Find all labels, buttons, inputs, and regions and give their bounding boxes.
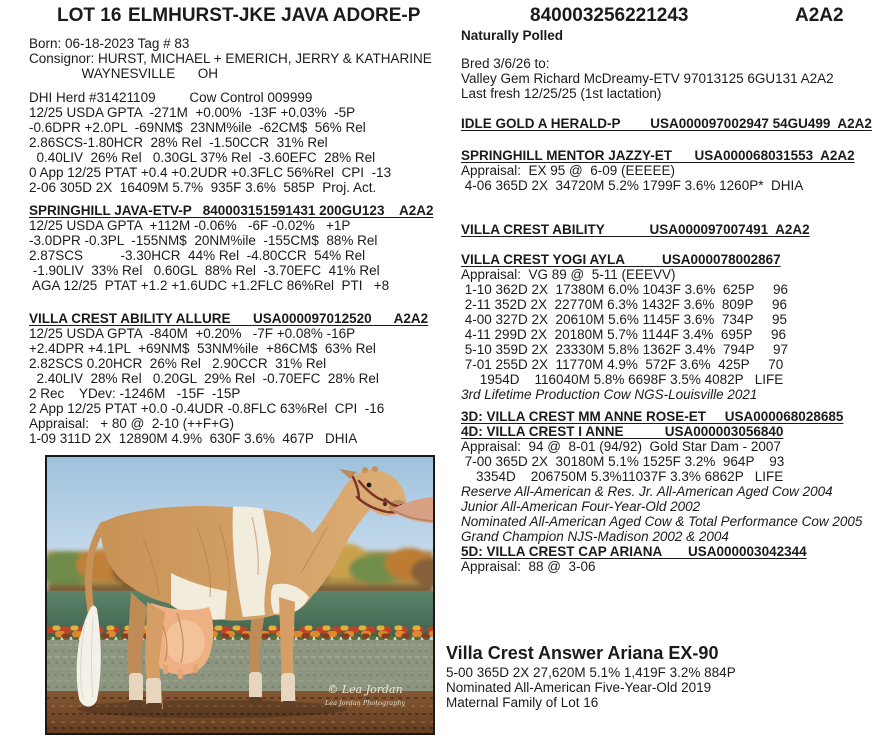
text-line: -3.0DPR -0.3PL -155NM$ 20NM%ile -155CM$ 88% Rel bbox=[29, 233, 378, 248]
text-line: Appraisal: + 80 @ 2-10 (++F+G) bbox=[29, 416, 235, 431]
text-line: 2-11 352D 2X 22770M 6.3% 1432F 3.6% 809P 96 bbox=[461, 297, 787, 312]
caption-lines bbox=[446, 665, 876, 710]
lot-number: LOT 16 bbox=[57, 5, 122, 26]
text-line: 2.82SCS 0.20HCR 26% Rel 2.90CCR 31% Rel bbox=[29, 356, 327, 371]
fifth-dam-heading: 5D: VILLA CREST CAP ARIANA USA000003042344 bbox=[461, 544, 807, 559]
beta-casein-genotype: A2A2 bbox=[795, 5, 844, 26]
svg-text:© Lea Jordan: © Lea Jordan bbox=[327, 683, 403, 696]
consignor-location: WAYNESVILLE OH bbox=[29, 66, 219, 81]
cow-photo bbox=[45, 455, 435, 735]
fourth-dam-heading: 4D: VILLA CREST I ANNE USA000003056840 bbox=[461, 424, 784, 439]
text-line: 4-06 365D 2X 34720M 5.2% 1799F 3.6% 1260P* DHIA bbox=[461, 178, 804, 193]
dam-dam-heading: VILLA CREST YOGI AYLA USA000078002867 bbox=[461, 252, 781, 267]
grandsire-heading: IDLE GOLD A HERALD-P USA000097002947 54GU499 A2A2 bbox=[461, 116, 872, 131]
text-line: 1-09 311D 2X 12890M 4.9% 630F 3.6% 467P DHIA bbox=[29, 431, 358, 446]
text-line: 12/25 USDA GPTA -271M +0.00% -13F +0.03% -5P bbox=[29, 105, 356, 120]
text-line: 2 Rec YDev: -1246M -15F -15P bbox=[29, 386, 241, 401]
text-line: DHI Herd #31421109 Cow Control 009999 bbox=[29, 90, 313, 105]
text-line: 1-10 362D 2X 17380M 6.0% 1043F 3.6% 625P 96 bbox=[461, 282, 788, 297]
text-line: Nominated All-American Five-Year-Old 2019 bbox=[446, 680, 712, 695]
dam-dam-award-note bbox=[461, 387, 877, 402]
text-line: +2.4DPR +4.1PL +69NM$ 53NM%ile +86CM$ 63% Rel bbox=[29, 341, 376, 356]
text-line: 2.86SCS-1.80HCR 28% Rel -1.50CCR 31% Rel bbox=[29, 135, 328, 150]
registration-number: 840003256221243 bbox=[530, 5, 689, 26]
text-line: 2-06 305D 2X 16409M 5.7% 935F 3.6% 585P Proj. Act. bbox=[29, 180, 377, 195]
fifth-dam-appraisal: Appraisal: 88 @ 3-06 bbox=[461, 559, 596, 574]
cow-eye bbox=[367, 483, 372, 488]
text-line: 1954D 116040M 5.8% 6698F 3.5% 4082P LIFE bbox=[461, 372, 784, 387]
fourth-dam-awards bbox=[461, 484, 877, 544]
text-line: -1.90LIV 33% Rel 0.60GL 88% Rel -3.70EFC 41% Rel bbox=[29, 263, 380, 278]
text-line: 2 App 12/25 PTAT +0.0 -0.4UDR -0.8FLC 63%Rel CPI -16 bbox=[29, 401, 385, 416]
text-line: -0.6DPR +2.0PL -69NM$ 23NM%ile -62CM$ 56% Rel bbox=[29, 120, 366, 135]
text-line: Appraisal: VG 89 @ 5-11 (EEEVV) bbox=[461, 267, 676, 282]
text-line: Last fresh 12/25/25 (1st lactation) bbox=[461, 86, 662, 101]
text-line: 0.40LIV 26% Rel 0.30GL 37% Rel -3.60EFC 28% Rel bbox=[29, 150, 376, 165]
text-line: 3rd Lifetime Production Cow NGS-Louisville 2021 bbox=[461, 387, 758, 402]
breeding-block bbox=[461, 56, 877, 101]
svg-text:Lea Jordan Photography: Lea Jordan Photography bbox=[324, 699, 406, 707]
left-column bbox=[29, 36, 459, 446]
text-line: Valley Gem Richard McDreamy-ETV 97013125 6GU131 A2A2 bbox=[461, 71, 834, 86]
sire-heading: SPRINGHILL JAVA-ETV-P 840003151591431 200GU123 A2A2 bbox=[29, 203, 434, 218]
text-line: AGA 12/25 PTAT +1.2 +1.6UDC +1.2FLC 86%Rel PTI +8 bbox=[29, 278, 390, 293]
text-line: 12/25 USDA GPTA +112M -0.06% -6F -0.02% +1P bbox=[29, 218, 351, 233]
text-line: 2.40LIV 28% Rel 0.20GL 29% Rel -0.70EFC 28% Rel bbox=[29, 371, 379, 386]
photographer-signature bbox=[324, 683, 406, 707]
text-line: Junior All-American Four-Year-Old 2002 bbox=[461, 499, 701, 514]
text-line: Bred 3/6/26 to: bbox=[461, 56, 550, 71]
text-line: 4-00 327D 2X 20610M 5.6% 1145F 3.6% 734P 95 bbox=[461, 312, 787, 327]
text-line: 7-01 255D 2X 11770M 4.9% 572F 3.6% 425P 70 bbox=[461, 357, 784, 372]
sire-block bbox=[29, 218, 459, 293]
dam-dam-lactation-table bbox=[461, 267, 877, 387]
born-line: Born: 06-18-2023 Tag # 83 bbox=[29, 36, 190, 51]
text-line: 4-11 299D 2X 20180M 5.7% 1144F 3.4% 695P 96 bbox=[461, 327, 786, 342]
cow-shadow bbox=[77, 700, 347, 718]
text-line: Maternal Family of Lot 16 bbox=[446, 695, 599, 710]
text-line: Grand Champion NJS-Madison 2002 & 2004 bbox=[461, 529, 729, 544]
animal-name: ELMHURST-JKE JAVA ADORE-P bbox=[128, 5, 421, 26]
right-column bbox=[461, 28, 877, 574]
naturally-polled-label: Naturally Polled bbox=[461, 28, 564, 43]
text-line: Appraisal: EX 95 @ 6-09 (EEEEE) bbox=[461, 163, 676, 178]
caption-title: Villa Crest Answer Ariana EX-90 bbox=[446, 643, 719, 663]
photo-caption bbox=[446, 641, 876, 710]
text-line: Appraisal: 94 @ 8-01 (94/92) Gold Star Dam - 2007 bbox=[461, 439, 781, 454]
text-line: 7-00 365D 2X 30180M 5.1% 1525F 3.2% 964P 93 bbox=[461, 454, 785, 469]
text-line: 12/25 USDA GPTA -840M +0.20% -7F +0.08% -16P bbox=[29, 326, 356, 341]
text-line: 5-00 365D 2X 27,620M 5.1% 1,419F 3.2% 884P bbox=[446, 665, 736, 680]
text-line: 5-10 359D 2X 23330M 5.8% 1362F 3.4% 794P 97 bbox=[461, 342, 788, 357]
dam-heading: VILLA CREST ABILITY ALLURE USA000097012520 A2A2 bbox=[29, 311, 429, 326]
dhi-block bbox=[29, 90, 459, 195]
consignor-line: Consignor: HURST, MICHAEL + EMERICH, JERRY & KATHARINE bbox=[29, 51, 432, 66]
text-line: 0 App 12/25 PTAT +0.4 +0.2UDR +0.3FLC 56%Rel CPI -13 bbox=[29, 165, 392, 180]
dam-sire-heading: VILLA CREST ABILITY USA000097007491 A2A2 bbox=[461, 222, 810, 237]
cow-photo-illustration bbox=[47, 457, 433, 733]
third-dam-heading: 3D: VILLA CREST MM ANNE ROSE-ET USA000068028685 bbox=[461, 409, 844, 424]
fourth-dam-block bbox=[461, 439, 877, 484]
text-line: Reserve All-American & Res. Jr. All-American Aged Cow 2004 bbox=[461, 484, 833, 499]
dam-block bbox=[29, 326, 459, 446]
text-line: Nominated All-American Aged Cow & Total Performance Cow 2005 bbox=[461, 514, 863, 529]
text-line: 2.87SCS -3.30HCR 44% Rel -4.80CCR 54% Rel bbox=[29, 248, 366, 263]
granddam-heading: SPRINGHILL MENTOR JAZZY-ET USA000068031553 A2A2 bbox=[461, 148, 855, 163]
text-line: 3354D 206750M 5.3%11037F 3.3% 6862P LIFE bbox=[461, 469, 784, 484]
granddam-block bbox=[461, 163, 877, 193]
